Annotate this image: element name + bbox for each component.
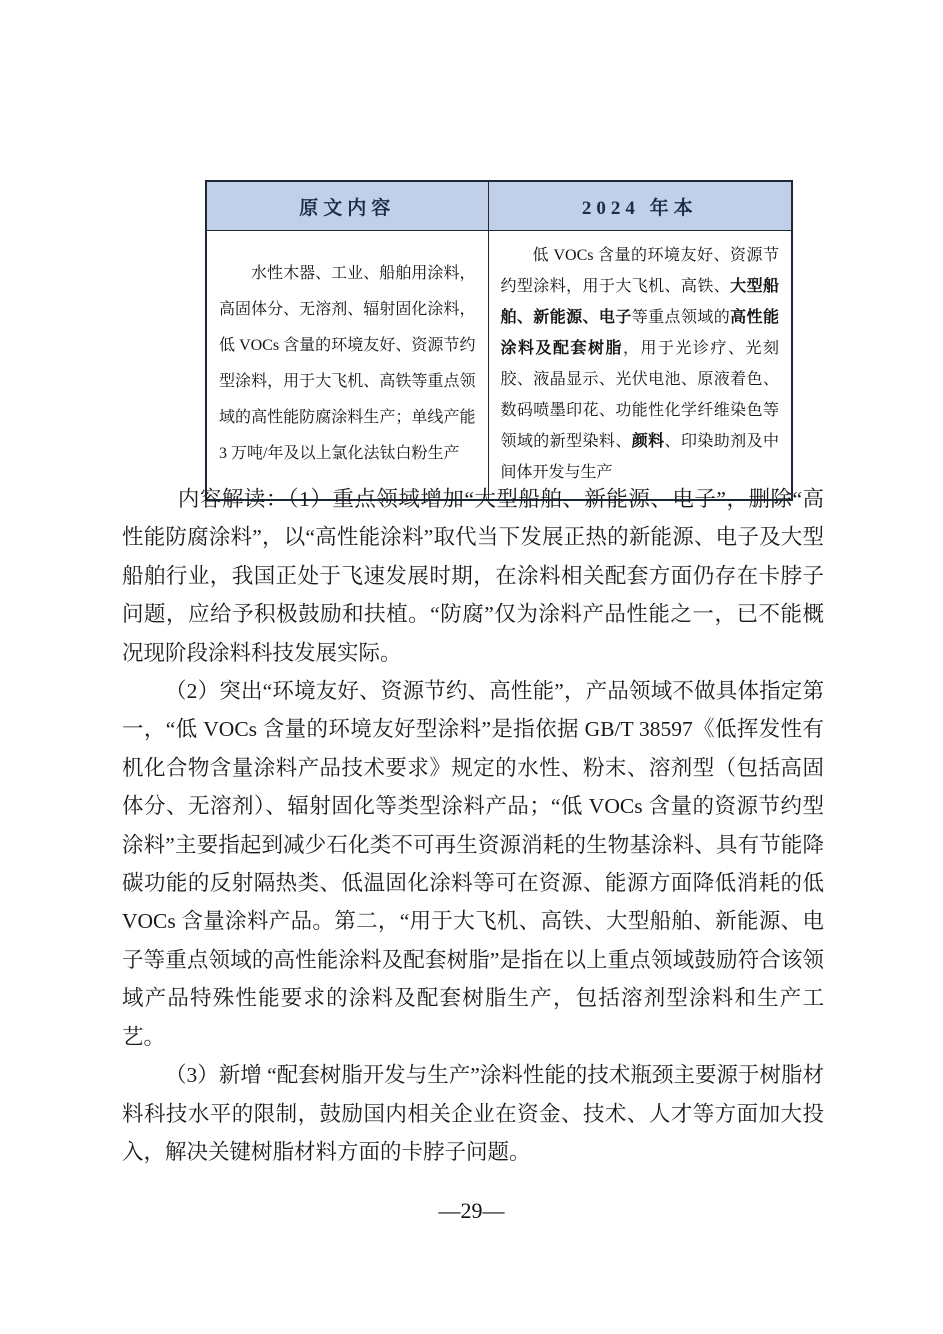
revised-text-segment: 低 VOCs 含量的环境友好、资源节约型涂料，用于大飞机、高铁、 [500, 247, 779, 295]
paragraph-interpretation-1: 内容解读：（1）重点领域增加“大型船舶、新能源、电子”，删除“高性能防腐涂料”，以“高性能涂料”取代当下发展正热的新能源、电子及大型船舶行业，我国正处于飞速发展时期，在涂料相关配套方面仍存在卡脖子问题，应给予积极鼓励和扶植。“防腐”仅为涂料产品性能之一，已不能概况现阶段涂料科技发展实际。 [122, 487, 824, 665]
table-body-row [206, 231, 792, 501]
table-cell-original-content [206, 231, 488, 501]
original-content-text: 水性木器、工业、船舶用涂料，高固体分、无溶剂、辐射固化涂料，低 VOCs 含量的环境友好、资源节约型涂料，用于大飞机、高铁等重点领域的高性能防腐涂料生产；单线产能 3 万吨/年及以上氯化法钛白粉生产 [219, 265, 476, 462]
paragraph-interpretation-3: （3）新增 “配套树脂开发与生产”涂料性能的技术瓶颈主要源于树脂材料科技水平的限制，鼓励国内相关企业在资金、技术、人才等方面加大投入，解决关键树脂材料方面的卡脖子问题。 [122, 1063, 824, 1164]
paragraph-interpretation-2: （2）突出“环境友好、资源节约、高性能”，产品领域不做具体指定第一，“低 VOCs 含量的环境友好型涂料”是指依据 GB/T 38597《低挥发性有机化合物含量涂料产品技术要求》规定的水性、粉末、溶剂型（包括高固体分、无溶剂）、辐射固化等类型涂料产品；“低 VOCs 含量的资源节约型涂料”主要指起到减少石化类不可再生资源消耗的生物基涂料、具有节能降碳功能的反射隔热类、低温固化涂料等可在资源、能源方面降低消耗的低 VOCs 含量涂料产品。第二，“用于大飞机、高铁、大型船舶、新能源、电子等重点领域的高性能涂料及配套树脂”是指在以上重点领域鼓励符合该领域产品特殊性能要求的涂料及配套树脂生产，包括溶剂型涂料和生产工艺。 [122, 679, 824, 1049]
revised-text-bold-segment: 颜料 [631, 433, 665, 450]
body-text-block [122, 480, 824, 1171]
table-header-2024-edition: 2024 年本 [488, 181, 792, 231]
table-header-original-content: 原文内容 [206, 181, 488, 231]
table-header-row [206, 181, 792, 231]
revised-text-segment: 、印染助剂及中间体开发与生产 [500, 433, 779, 481]
revised-text-bold-segment: 大型船舶、新能源、电子 [500, 278, 779, 326]
revised-text-bold-segment: 高性能涂料及配套树脂 [500, 309, 779, 357]
table-cell-2024-edition [488, 231, 792, 501]
revised-text-segment: 等重点领域的 [631, 309, 731, 326]
comparison-table [205, 180, 793, 501]
revised-text-segment: ，用于光诊疗、光刻胶、液晶显示、光伏电池、原液着色、数码喷墨印花、功能性化学纤维染色等领域的新型染料、 [500, 340, 779, 450]
page-number: —29— [438, 1198, 505, 1223]
